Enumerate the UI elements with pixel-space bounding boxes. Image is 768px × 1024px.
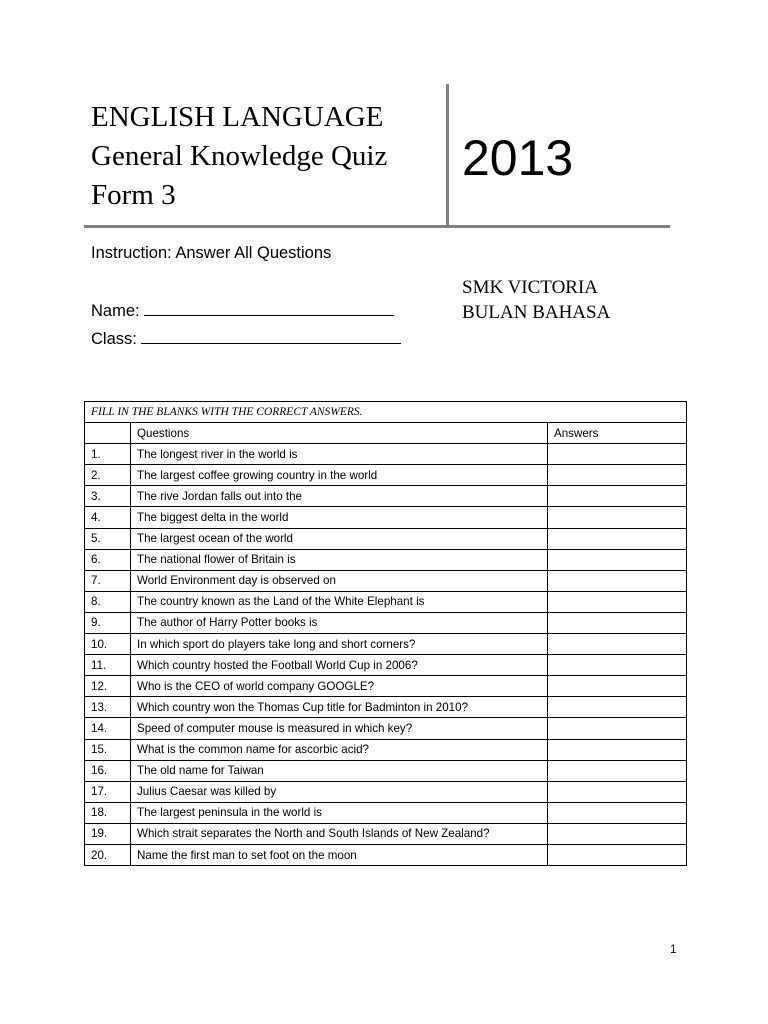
instruction-text: Instruction: Answer All Questions <box>91 244 332 262</box>
table-row <box>85 781 687 802</box>
answer-cell[interactable] <box>548 612 687 633</box>
table-row <box>85 718 687 739</box>
question-number: 18. <box>85 802 131 823</box>
question-text: Name the first man to set foot on the moon <box>131 844 548 865</box>
quiz-table <box>84 401 687 866</box>
table-row <box>85 486 687 507</box>
table-row <box>85 802 687 823</box>
question-text: The country known as the Land of the White Elephant is <box>131 591 548 612</box>
table-row <box>85 591 687 612</box>
question-text: Which country hosted the Football World Cup in 2006? <box>131 655 548 676</box>
question-text: What is the common name for ascorbic acid? <box>131 739 548 760</box>
table-row <box>85 549 687 570</box>
document-title <box>91 98 387 215</box>
table-caption: FILL IN THE BLANKS WITH THE CORRECT ANSWERS. <box>85 402 687 423</box>
question-number: 19. <box>85 823 131 844</box>
question-text: Speed of computer mouse is measured in which key? <box>131 718 548 739</box>
event-name: BULAN BAHASA <box>462 302 611 323</box>
header-vertical-divider <box>446 84 449 226</box>
year-label: 2013 <box>462 130 574 186</box>
question-text: The largest ocean of the world <box>131 528 548 549</box>
answer-cell[interactable] <box>548 676 687 697</box>
question-number: 12. <box>85 676 131 697</box>
answer-cell[interactable] <box>548 697 687 718</box>
question-number: 7. <box>85 570 131 591</box>
question-number: 3. <box>85 486 131 507</box>
question-text: In which sport do players take long and short corners? <box>131 634 548 655</box>
table-row <box>85 507 687 528</box>
title-subject: ENGLISH LANGUAGE <box>91 101 384 133</box>
question-number: 2. <box>85 465 131 486</box>
table-header-row <box>85 423 687 444</box>
question-number: 15. <box>85 739 131 760</box>
question-text: Julius Caesar was killed by <box>131 781 548 802</box>
question-number: 9. <box>85 612 131 633</box>
table-row <box>85 823 687 844</box>
question-number: 1. <box>85 444 131 465</box>
question-text: The national flower of Britain is <box>131 549 548 570</box>
name-field[interactable] <box>91 301 394 321</box>
answer-cell[interactable] <box>548 823 687 844</box>
question-number: 11. <box>85 655 131 676</box>
answer-cell[interactable] <box>548 465 687 486</box>
table-row <box>85 655 687 676</box>
table-row <box>85 570 687 591</box>
question-text: The rive Jordan falls out into the <box>131 486 548 507</box>
table-caption-row <box>85 402 687 423</box>
question-text: The old name for Taiwan <box>131 760 548 781</box>
class-blank-line[interactable] <box>141 329 401 344</box>
answer-cell[interactable] <box>548 718 687 739</box>
title-form: Form 3 <box>91 179 176 211</box>
answer-cell[interactable] <box>548 549 687 570</box>
question-number: 16. <box>85 760 131 781</box>
table-row <box>85 528 687 549</box>
header-horizontal-divider <box>84 225 670 228</box>
answer-cell[interactable] <box>548 655 687 676</box>
answer-cell[interactable] <box>548 781 687 802</box>
question-text: Which country won the Thomas Cup title for Badminton in 2010? <box>131 697 548 718</box>
name-blank-line[interactable] <box>144 301 394 316</box>
question-number: 14. <box>85 718 131 739</box>
answer-cell[interactable] <box>548 760 687 781</box>
table-row <box>85 444 687 465</box>
question-text: The author of Harry Potter books is <box>131 612 548 633</box>
header-questions: Questions <box>131 423 548 444</box>
answer-cell[interactable] <box>548 634 687 655</box>
school-info <box>462 275 610 325</box>
question-number: 20. <box>85 844 131 865</box>
question-number: 5. <box>85 528 131 549</box>
table-row <box>85 634 687 655</box>
answer-cell[interactable] <box>548 507 687 528</box>
question-text: World Environment day is observed on <box>131 570 548 591</box>
question-text: The largest coffee growing country in the world <box>131 465 548 486</box>
name-label: Name: <box>91 302 140 320</box>
table-row <box>85 465 687 486</box>
question-number: 13. <box>85 697 131 718</box>
answer-cell[interactable] <box>548 570 687 591</box>
answer-cell[interactable] <box>548 528 687 549</box>
table-row <box>85 760 687 781</box>
table-row <box>85 612 687 633</box>
question-text: Which strait separates the North and South Islands of New Zealand? <box>131 823 548 844</box>
answer-cell[interactable] <box>548 486 687 507</box>
question-text: The longest river in the world is <box>131 444 548 465</box>
question-text: Who is the CEO of world company GOOGLE? <box>131 676 548 697</box>
question-number: 6. <box>85 549 131 570</box>
title-quiz-name: General Knowledge Quiz <box>91 140 388 172</box>
answer-cell[interactable] <box>548 844 687 865</box>
class-field[interactable] <box>91 329 401 349</box>
table-row <box>85 676 687 697</box>
question-number: 8. <box>85 591 131 612</box>
header-number-cell <box>85 423 131 444</box>
answer-cell[interactable] <box>548 802 687 823</box>
table-row <box>85 739 687 760</box>
answer-cell[interactable] <box>548 591 687 612</box>
answer-cell[interactable] <box>548 444 687 465</box>
page-number: 1 <box>670 944 677 956</box>
header-answers: Answers <box>548 423 687 444</box>
table-row <box>85 844 687 865</box>
question-text: The largest peninsula in the world is <box>131 802 548 823</box>
question-number: 10. <box>85 634 131 655</box>
question-number: 4. <box>85 507 131 528</box>
class-label: Class: <box>91 330 137 348</box>
school-name: SMK VICTORIA <box>462 277 599 298</box>
answer-cell[interactable] <box>548 739 687 760</box>
question-text: The biggest delta in the world <box>131 507 548 528</box>
table-row <box>85 697 687 718</box>
question-number: 17. <box>85 781 131 802</box>
